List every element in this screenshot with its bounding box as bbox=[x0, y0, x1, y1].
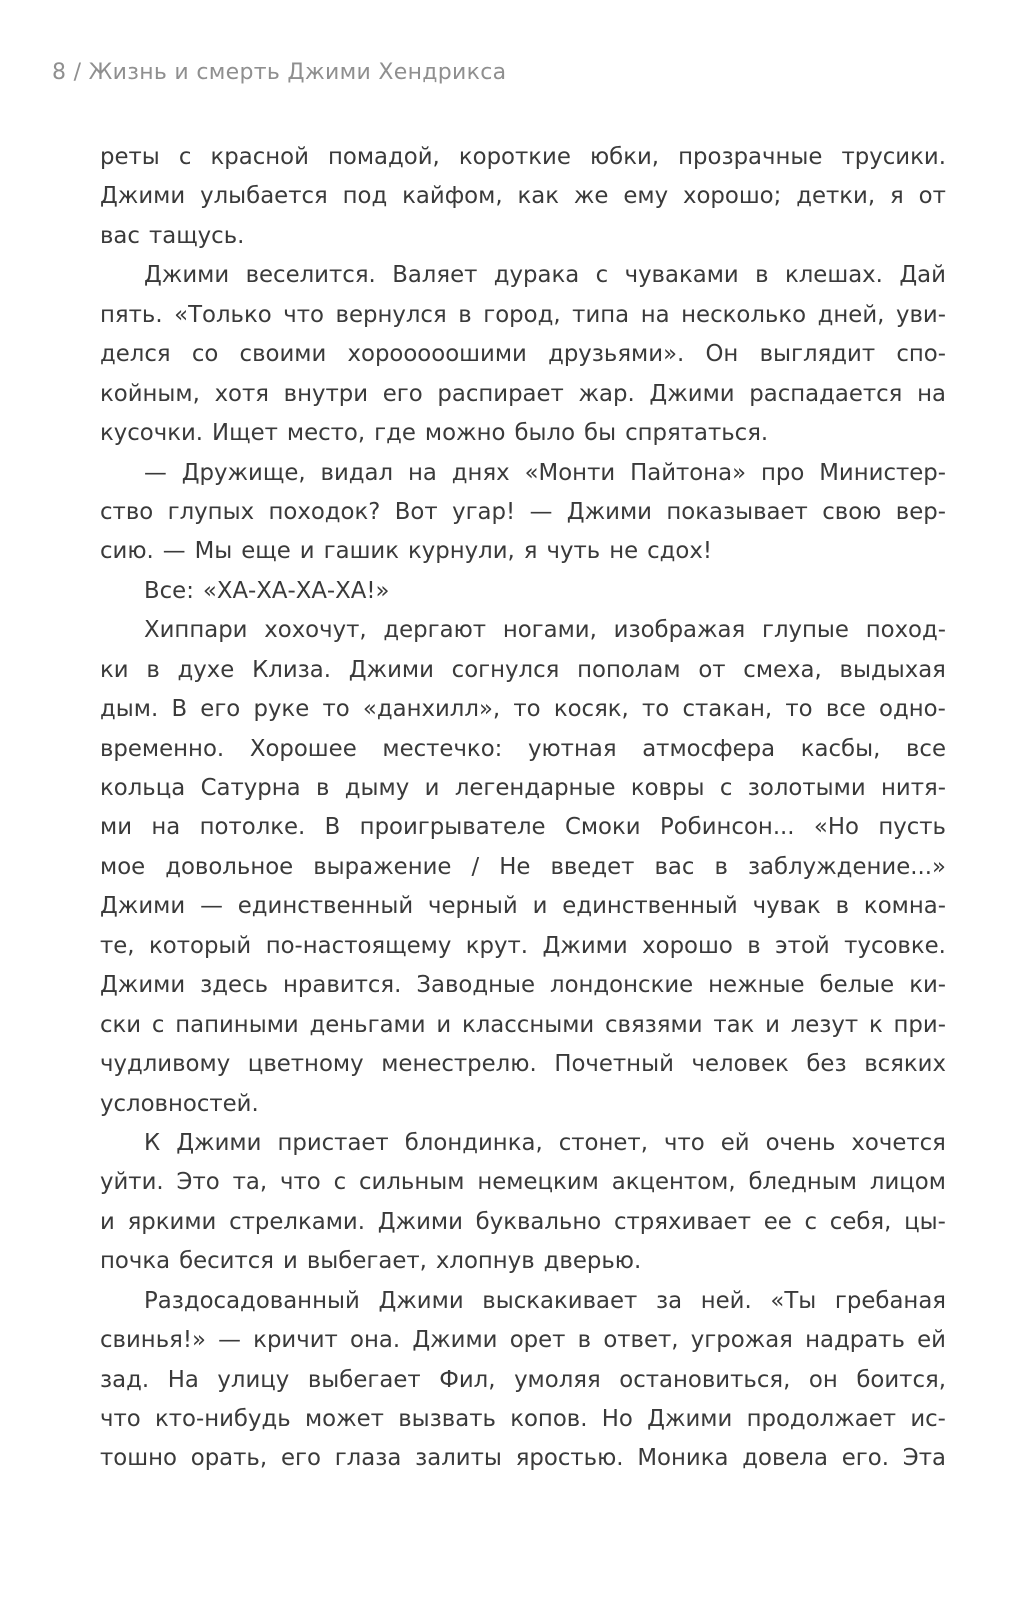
text-line: ски с папиными деньгами и классными связями так и лезут к при- bbox=[100, 1011, 946, 1038]
text-line: и яркими стрелками. Джими буквально стряхивает ее с себя, цы- bbox=[100, 1208, 946, 1235]
text-line: что кто-нибудь может вызвать копов. Но Джими продолжает ис- bbox=[100, 1406, 946, 1432]
text-line: свинья!» — кричит она. Джими орет в ответ, угрожая надрать ей bbox=[100, 1327, 946, 1354]
text-line: вас тащусь. bbox=[100, 222, 245, 249]
body-text bbox=[100, 138, 946, 1479]
text-line: мое довольное выражение / Не введет вас в заблуждение...» bbox=[100, 853, 946, 880]
text-line: Джими здесь нравится. Заводные лондонские нежные белые ки- bbox=[100, 972, 946, 999]
text-line: ство глупых походок? Вот угар! — Джими показывает свою вер- bbox=[100, 498, 946, 525]
text-line: К Джими пристает блондинка, стонет, что ей очень хочется bbox=[144, 1129, 946, 1156]
text-line: ки в духе Клиза. Джими согнулся пополам от смеха, выдыхая bbox=[100, 656, 946, 683]
text-line: зад. На улицу выбегает Фил, умоляя остановиться, он боится, bbox=[100, 1366, 946, 1393]
text-line: кольца Сатурна в дыму и легендарные ковры с золотыми нитя- bbox=[100, 775, 946, 801]
text-line: те, который по-настоящему крут. Джими хорошо в этой тусовке. bbox=[100, 932, 946, 959]
text-line: чудливому цветному менестрелю. Почетный человек без всяких bbox=[100, 1051, 946, 1078]
text-line: кусочки. Ищет место, где можно было бы спрятаться. bbox=[100, 420, 769, 447]
text-line: Раздосадованный Джими выскакивает за ней. «Ты гребаная bbox=[144, 1287, 946, 1314]
text-line: уйти. Это та, что с сильным немецким акцентом, бледным лицом bbox=[100, 1169, 946, 1196]
text-line: Джими улыбается под кайфом, как же ему хорошо; детки, я от bbox=[100, 183, 946, 210]
text-line: делся со своими хорооооошими друзьями». Он выглядит спо- bbox=[100, 341, 946, 368]
text-line: почка бесится и выбегает, хлопнув дверью. bbox=[100, 1248, 642, 1275]
text-line: временно. Хорошее местечко: уютная атмосфера касбы, все bbox=[100, 735, 946, 762]
text-line: условностей. bbox=[100, 1090, 259, 1117]
text-line: дым. В его руке то «данхилл», то косяк, то стакан, то все одно- bbox=[100, 696, 946, 723]
text-line: пять. «Только что вернулся в город, типа на несколько дней, уви- bbox=[100, 301, 946, 328]
text-line: Хиппари хохочут, дергают ногами, изображая глупые поход- bbox=[144, 617, 946, 644]
text-line: реты с красной помадой, короткие юбки, прозрачные трусики. bbox=[100, 144, 946, 170]
text-line: сию. — Мы еще и гашик курнули, я чуть не сдох! bbox=[100, 538, 713, 565]
text-line: — Дружище, видал на днях «Монти Пайтона» про Министер- bbox=[144, 459, 946, 486]
running-head: 8 / Жизнь и смерть Джими Хендрикса bbox=[52, 60, 507, 85]
text-line: койным, хотя внутри его распирает жар. Джими распадается на bbox=[100, 380, 946, 407]
text-line: Все: «ХА-ХА-ХА-ХА!» bbox=[144, 577, 390, 604]
text-line: ми на потолке. В проигрывателе Смоки Робинсон... «Но пусть bbox=[100, 814, 946, 841]
text-line: Джими — единственный черный и единственный чувак в комна- bbox=[100, 893, 946, 920]
text-line: Джими веселится. Валяет дурака с чуваками в клешах. Дай bbox=[144, 262, 946, 289]
text-line: тошно орать, его глаза залиты яростью. Моника довела его. Эта bbox=[100, 1445, 946, 1472]
